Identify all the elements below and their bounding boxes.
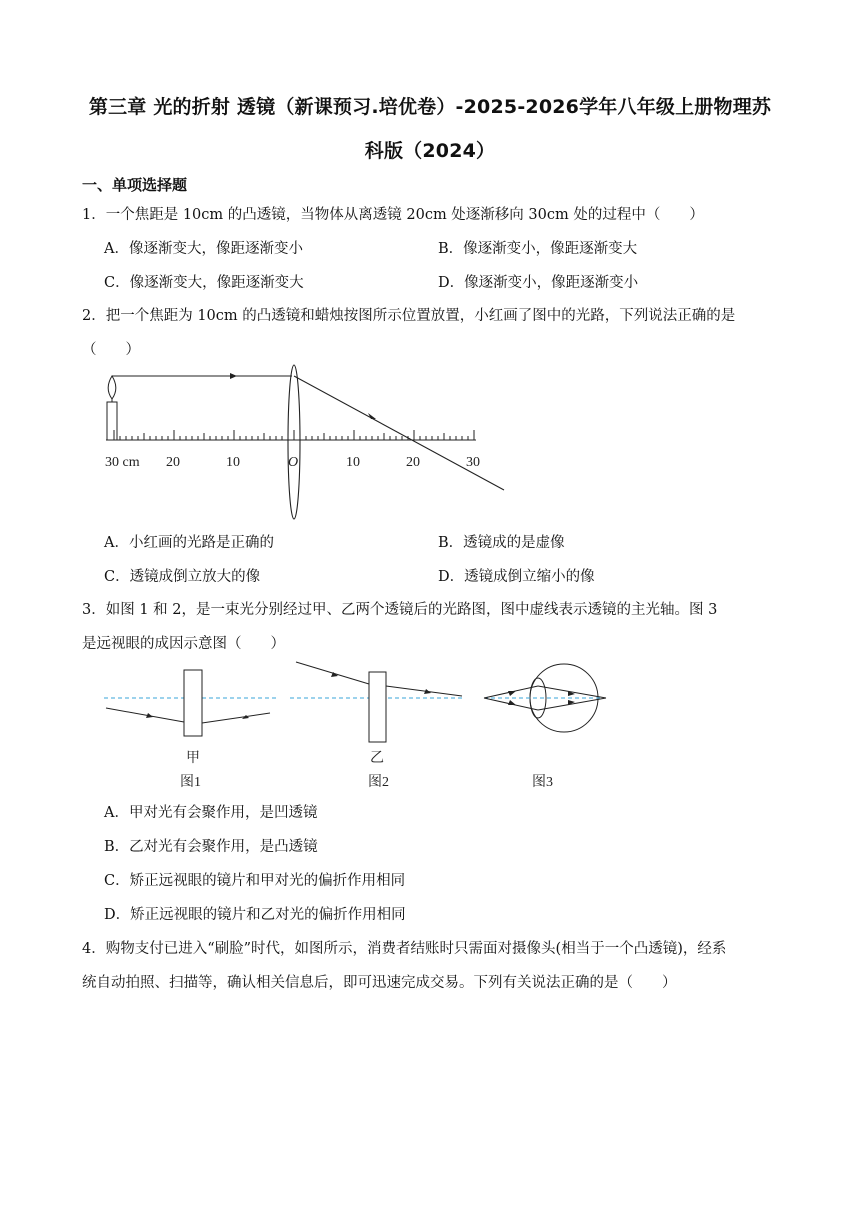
page-title-line2: 科版（2024）	[364, 140, 496, 162]
candle-flame	[108, 376, 116, 399]
q2-option-a[interactable]: A．小红画的光路是正确的	[104, 535, 274, 551]
tick-label: 10	[346, 455, 360, 470]
figure-2-yi	[290, 662, 462, 790]
q2-option-b[interactable]: B．透镜成的是虚像	[438, 535, 565, 551]
q2-stem-line1: 2．把一个焦距为 10cm 的凸透镜和蜡烛按图所示位置放置，小红画了图中的光路，下列说法正确的是	[82, 308, 736, 324]
convex-lens	[288, 365, 300, 519]
refracted-ray	[294, 376, 504, 490]
lens-jia	[184, 670, 202, 736]
tick-label: O	[288, 455, 299, 470]
ray-arrow-1	[230, 373, 237, 379]
q1-stem: 1．一个焦距是 10cm 的凸透镜，当物体从离透镜 20cm 处逐渐移向 30cm 处的过程中（ ）	[82, 207, 704, 223]
figure-1-jia	[104, 670, 276, 790]
caption-fig2: 图2	[368, 775, 389, 790]
ray-arrow-2	[368, 413, 376, 419]
q2-option-c[interactable]: C．透镜成倒立放大的像	[104, 569, 261, 585]
q1-option-d[interactable]: D．像逐渐变小，像距逐渐变小	[438, 275, 639, 291]
caption-fig1: 图1	[180, 775, 201, 790]
q1-option-b[interactable]: B．像逐渐变小，像距逐渐变大	[438, 241, 638, 257]
ruler	[106, 430, 476, 440]
caption-fig3: 图3	[532, 775, 553, 790]
figure-3-eye	[484, 664, 606, 790]
tick-label: 30 cm	[105, 455, 140, 470]
section-heading: 一、单项选择题	[82, 176, 188, 194]
tick-label: 10	[226, 455, 240, 470]
q2-lens-figure	[96, 362, 516, 522]
page-title-line1: 第三章 光的折射 透镜（新课预习.培优卷）-2025-2026学年八年级上册物理苏	[88, 96, 772, 118]
q2-option-d[interactable]: D．透镜成倒立缩小的像	[438, 569, 595, 585]
tick-label: 20	[166, 455, 180, 470]
tick-label: 30	[466, 455, 480, 470]
label-jia: 甲	[186, 751, 200, 766]
q2-stem-line2: （ ）	[82, 342, 140, 358]
candle-body	[107, 402, 117, 440]
q1-option-c[interactable]: C．像逐渐变大，像距逐渐变大	[104, 275, 304, 291]
q3-stem-line2: 是远视眼的成因示意图（ ）	[82, 636, 285, 652]
q3-stem-line1: 3．如图 1 和 2，是一束光分别经过甲、乙两个透镜后的光路图，图中虚线表示透镜的主光轴。图 3	[82, 602, 718, 618]
q3-option-c[interactable]: C．矫正远视眼的镜片和甲对光的偏折作用相同	[104, 873, 406, 889]
q4-stem-line2: 统自动拍照、扫描等，确认相关信息后，即可迅速完成交易。下列有关说法正确的是（ ）	[82, 975, 677, 991]
q1-option-a[interactable]: A．像逐渐变大，像距逐渐变小	[104, 241, 303, 257]
label-yi: 乙	[370, 751, 384, 766]
q3-option-b[interactable]: B．乙对光有会聚作用，是凸透镜	[104, 839, 318, 855]
q3-option-a[interactable]: A．甲对光有会聚作用，是凹透镜	[104, 805, 318, 821]
q3-lens-figures	[96, 656, 616, 792]
q3-option-d[interactable]: D．矫正远视眼的镜片和乙对光的偏折作用相同	[104, 907, 406, 923]
lens-yi	[369, 672, 386, 742]
tick-label: 20	[406, 455, 420, 470]
q4-stem-line1: 4．购物支付已进入“刷脸”时代，如图所示，消费者结账时只需面对摄像头(相当于一个凸透镜)，经系	[82, 941, 727, 957]
